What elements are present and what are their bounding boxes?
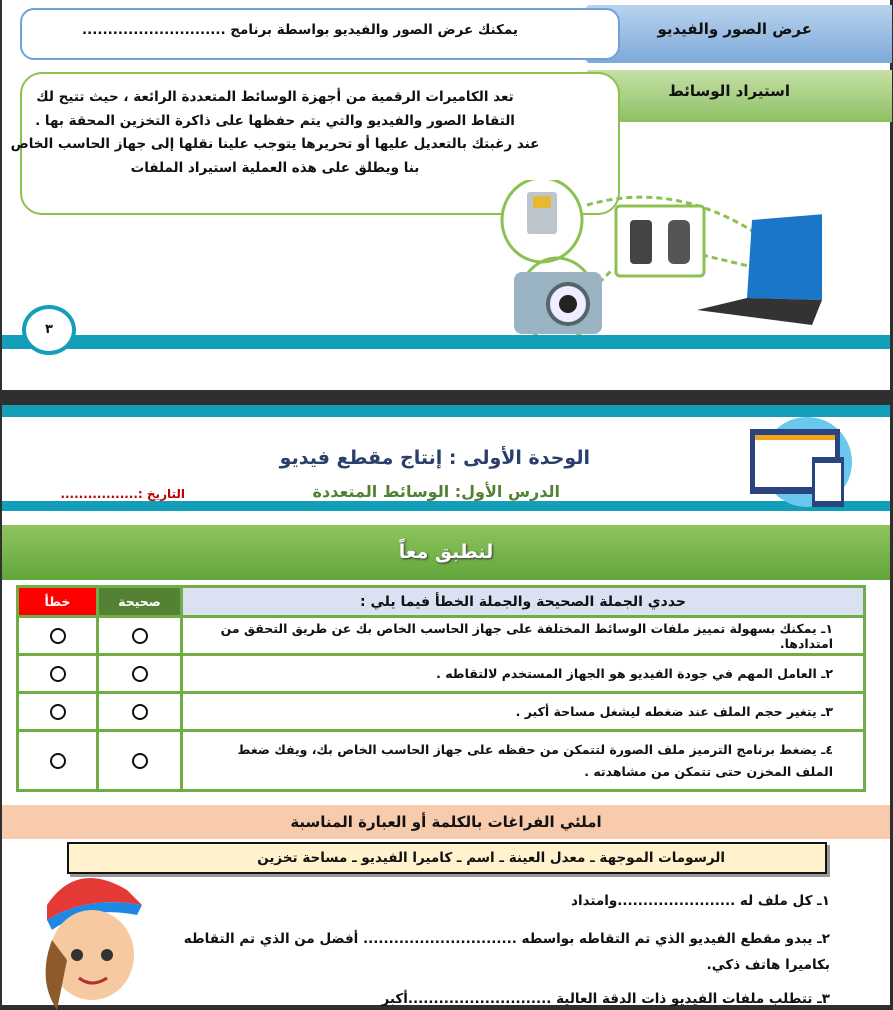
- false-option[interactable]: [18, 655, 98, 693]
- footer-band: [2, 335, 890, 349]
- false-option[interactable]: [18, 731, 98, 791]
- statement: ٤ـ يضغط برنامج الترميز ملف الصورة لتتمكن من حفظه على جهاز الحاسب الخاص بك، ويفك ضغط الملف المخزن حتى تتمكن من مشاهدته .: [182, 731, 865, 791]
- tf-instruction: حددي الجملة الصحيحة والجملة الخطأ فيما يلي :: [182, 587, 865, 617]
- table-row: [18, 731, 865, 791]
- page-3: [2, 0, 890, 390]
- computer-devices-icon: [742, 417, 852, 512]
- radio-true[interactable]: [132, 628, 148, 644]
- import-text: [0, 86, 555, 181]
- col-false: خطأ: [18, 587, 98, 617]
- fill-item: ٣ـ تتطلب ملفات الفيديو ذات الدقة العالية ............................أكبر: [381, 991, 830, 1007]
- fill-item: ١ـ كل ملف له .......................وامتداد: [571, 893, 830, 909]
- girl-illustration: [17, 860, 177, 1010]
- page-4: [2, 405, 890, 1005]
- line: بنا ويطلق على هذه العملية استيراد الملفات: [130, 159, 420, 176]
- radio-true[interactable]: [132, 666, 148, 682]
- table-row: [18, 693, 865, 731]
- view-text: يمكنك عرض الصور والفيديو بواسطة برنامج ............................: [82, 22, 518, 38]
- line: عند رغبتك بالتعديل عليها أو تحريرها يتوجب علينا نقلها إلى جهاز الحاسب الخاص: [10, 136, 540, 153]
- page-number: ٣: [22, 305, 76, 355]
- line: التقاط الصور والفيديو والتي يتم حفظها على ذاكرة التخزين المحقة بها .: [35, 112, 515, 129]
- radio-false[interactable]: [50, 628, 66, 644]
- col-true: صحيحة: [98, 587, 182, 617]
- true-option[interactable]: [98, 617, 182, 655]
- statement: ١ـ يمكنك بسهولة تمييز ملفات الوسائط المختلفة على جهاز الحاسب الخاص بك عن طريق التحقق من امتدادها.: [182, 617, 865, 655]
- true-option[interactable]: [98, 655, 182, 693]
- table-row: [18, 655, 865, 693]
- statement: ٣ـ يتغير حجم الملف عند ضغطه ليشغل مساحة أكبر .: [182, 693, 865, 731]
- view-heading: عرض الصور والفيديو: [657, 20, 812, 38]
- radio-true[interactable]: [132, 704, 148, 720]
- usb-plugs-icon: [616, 206, 704, 276]
- word-bank: الرسومات الموجهة ـ معدل العينة ـ اسم ـ كاميرا الفيديو ـ مساحة تخزين: [67, 842, 827, 874]
- false-option[interactable]: [18, 693, 98, 731]
- unit-title: الوحدة الأولى : إنتاج مقطع فيديو: [279, 447, 590, 469]
- table-row: [18, 617, 865, 655]
- import-heading: استيراد الوسائط: [668, 82, 790, 100]
- radio-false[interactable]: [50, 704, 66, 720]
- top-band: [2, 405, 890, 417]
- lesson-title: الدرس الأول: الوسائط المتعددة: [312, 482, 560, 501]
- line: تعد الكاميرات الرقمية من أجهزة الوسائط المتعددة الرائعة ، حيث تتيح لك: [36, 89, 514, 105]
- true-false-table: [16, 585, 866, 792]
- radio-false[interactable]: [50, 753, 66, 769]
- fill-item: ٢ـ يبدو مقطع الفيديو الذي تم التقاطه بواسطه .............................. أفضل من الذي تم التقاطه بكاميرا هاتف ذكي.: [183, 931, 830, 973]
- import-illustration: [492, 180, 822, 350]
- laptop-icon: [747, 213, 822, 300]
- true-option[interactable]: [98, 693, 182, 731]
- fill-heading: املئي الفراغات بالكلمة أو العبارة المناسبة: [2, 805, 890, 839]
- true-option[interactable]: [98, 731, 182, 791]
- radio-true[interactable]: [132, 753, 148, 769]
- statement: ٢ـ العامل المهم في جودة الفيديو هو الجهاز المستخدم لالتقاطه .: [182, 655, 865, 693]
- radio-false[interactable]: [50, 666, 66, 682]
- practice-banner: لنطبق معاً: [2, 525, 890, 580]
- date-field[interactable]: التاريخ :.................: [60, 487, 185, 501]
- false-option[interactable]: [18, 617, 98, 655]
